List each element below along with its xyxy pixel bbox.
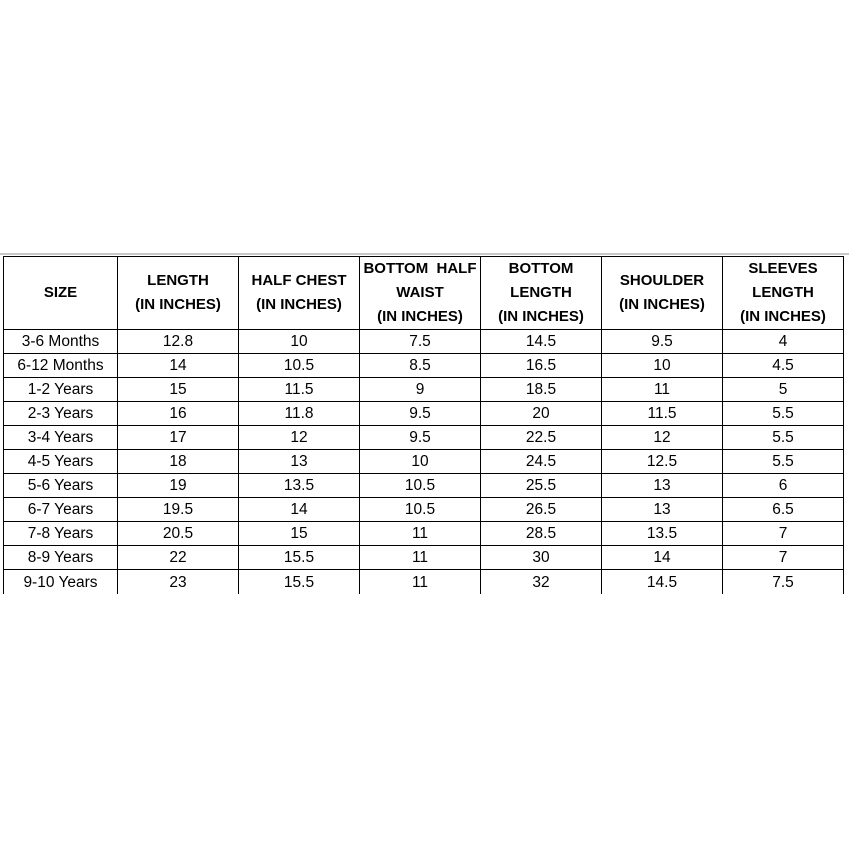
cell-half-chest: 13 bbox=[239, 450, 360, 474]
cell-half-chest: 15.5 bbox=[239, 570, 360, 595]
cell-bottom-length: 30 bbox=[481, 546, 602, 570]
cell-bottom-length: 26.5 bbox=[481, 498, 602, 522]
cell-bottom-half-waist: 11 bbox=[360, 570, 481, 595]
header-sleeves-length-line-2: LENGTH bbox=[752, 284, 814, 301]
cell-bottom-length: 28.5 bbox=[481, 522, 602, 546]
cell-sleeves-length: 6.5 bbox=[723, 498, 844, 522]
header-half-chest-line-2: (IN INCHES) bbox=[256, 296, 342, 313]
table-row bbox=[4, 522, 844, 546]
table-row bbox=[4, 378, 844, 402]
header-bottom-half-waist-line-2: WAIST bbox=[396, 284, 444, 301]
cell-half-chest: 15.5 bbox=[239, 546, 360, 570]
size-chart-table bbox=[3, 256, 844, 594]
table-row bbox=[4, 450, 844, 474]
top-divider bbox=[0, 253, 849, 255]
header-bottom-length-line-3: (IN INCHES) bbox=[498, 308, 584, 325]
cell-shoulder: 14 bbox=[602, 546, 723, 570]
header-shoulder-line-1: SHOULDER bbox=[619, 272, 705, 289]
cell-sleeves-length: 6 bbox=[723, 474, 844, 498]
cell-length: 16 bbox=[118, 402, 239, 426]
cell-bottom-length: 16.5 bbox=[481, 354, 602, 378]
cell-half-chest: 11.5 bbox=[239, 378, 360, 402]
cell-bottom-half-waist: 11 bbox=[360, 522, 481, 546]
header-half-chest-line-1: HALF CHEST bbox=[251, 272, 347, 289]
header-bottom-half-waist-line-3: (IN INCHES) bbox=[377, 308, 463, 325]
cell-length: 23 bbox=[118, 570, 239, 595]
cell-sleeves-length: 7 bbox=[723, 546, 844, 570]
cell-bottom-length: 25.5 bbox=[481, 474, 602, 498]
cell-length: 14 bbox=[118, 354, 239, 378]
table-row bbox=[4, 474, 844, 498]
table-row bbox=[4, 570, 844, 595]
cell-size: 3-4 Years bbox=[4, 426, 118, 450]
cell-bottom-half-waist: 11 bbox=[360, 546, 481, 570]
cell-size: 3-6 Months bbox=[4, 330, 118, 354]
cell-half-chest: 15 bbox=[239, 522, 360, 546]
header-bottom-length-line-2: LENGTH bbox=[510, 284, 572, 301]
cell-size: 4-5 Years bbox=[4, 450, 118, 474]
cell-bottom-half-waist: 10 bbox=[360, 450, 481, 474]
cell-bottom-half-waist: 9.5 bbox=[360, 402, 481, 426]
header-row bbox=[4, 257, 844, 330]
cell-bottom-half-waist: 10.5 bbox=[360, 474, 481, 498]
cell-half-chest: 10.5 bbox=[239, 354, 360, 378]
cell-shoulder: 11 bbox=[602, 378, 723, 402]
cell-shoulder: 13 bbox=[602, 498, 723, 522]
header-size bbox=[4, 257, 118, 330]
table-row bbox=[4, 426, 844, 450]
cell-sleeves-length: 4 bbox=[723, 330, 844, 354]
table-row bbox=[4, 498, 844, 522]
cell-bottom-half-waist: 7.5 bbox=[360, 330, 481, 354]
header-shoulder bbox=[602, 257, 723, 330]
cell-shoulder: 11.5 bbox=[602, 402, 723, 426]
header-sleeves-length bbox=[723, 257, 844, 330]
cell-bottom-length: 14.5 bbox=[481, 330, 602, 354]
header-sleeves-length-line-3: (IN INCHES) bbox=[740, 308, 826, 325]
header-length-line-2: (IN INCHES) bbox=[135, 296, 221, 313]
cell-half-chest: 14 bbox=[239, 498, 360, 522]
cell-sleeves-length: 5 bbox=[723, 378, 844, 402]
cell-bottom-half-waist: 8.5 bbox=[360, 354, 481, 378]
cell-length: 19.5 bbox=[118, 498, 239, 522]
table-row bbox=[4, 546, 844, 570]
cell-bottom-half-waist: 10.5 bbox=[360, 498, 481, 522]
cell-length: 12.8 bbox=[118, 330, 239, 354]
cell-bottom-length: 20 bbox=[481, 402, 602, 426]
cell-bottom-length: 24.5 bbox=[481, 450, 602, 474]
cell-shoulder: 13 bbox=[602, 474, 723, 498]
cell-sleeves-length: 7 bbox=[723, 522, 844, 546]
header-length-line-1: LENGTH bbox=[147, 272, 209, 289]
cell-size: 5-6 Years bbox=[4, 474, 118, 498]
cell-size: 7-8 Years bbox=[4, 522, 118, 546]
cell-shoulder: 14.5 bbox=[602, 570, 723, 595]
header-half-chest bbox=[239, 257, 360, 330]
cell-size: 9-10 Years bbox=[4, 570, 118, 595]
header-bottom-half-waist-line-1: BOTTOM HALF bbox=[363, 260, 477, 277]
cell-length: 15 bbox=[118, 378, 239, 402]
cell-half-chest: 13.5 bbox=[239, 474, 360, 498]
cell-bottom-length: 22.5 bbox=[481, 426, 602, 450]
table-row bbox=[4, 354, 844, 378]
cell-sleeves-length: 7.5 bbox=[723, 570, 844, 595]
cell-size: 1-2 Years bbox=[4, 378, 118, 402]
cell-sleeves-length: 5.5 bbox=[723, 450, 844, 474]
cell-size: 8-9 Years bbox=[4, 546, 118, 570]
cell-length: 20.5 bbox=[118, 522, 239, 546]
cell-shoulder: 9.5 bbox=[602, 330, 723, 354]
header-length bbox=[118, 257, 239, 330]
table-row bbox=[4, 330, 844, 354]
cell-bottom-length: 32 bbox=[481, 570, 602, 595]
header-bottom-length bbox=[481, 257, 602, 330]
cell-half-chest: 11.8 bbox=[239, 402, 360, 426]
cell-length: 19 bbox=[118, 474, 239, 498]
cell-length: 18 bbox=[118, 450, 239, 474]
cell-size: 6-12 Months bbox=[4, 354, 118, 378]
header-sleeves-length-line-1: SLEEVES bbox=[748, 260, 818, 277]
cell-shoulder: 10 bbox=[602, 354, 723, 378]
cell-bottom-length: 18.5 bbox=[481, 378, 602, 402]
header-size-line: SIZE bbox=[43, 284, 78, 301]
cell-bottom-half-waist: 9.5 bbox=[360, 426, 481, 450]
cell-sleeves-length: 5.5 bbox=[723, 426, 844, 450]
cell-length: 17 bbox=[118, 426, 239, 450]
cell-bottom-half-waist: 9 bbox=[360, 378, 481, 402]
cell-shoulder: 12.5 bbox=[602, 450, 723, 474]
header-bottom-half-waist bbox=[360, 257, 481, 330]
header-bottom-length-line-1: BOTTOM bbox=[508, 260, 574, 277]
cell-size: 6-7 Years bbox=[4, 498, 118, 522]
cell-shoulder: 13.5 bbox=[602, 522, 723, 546]
header-shoulder-line-2: (IN INCHES) bbox=[619, 296, 705, 313]
cell-half-chest: 12 bbox=[239, 426, 360, 450]
cell-sleeves-length: 5.5 bbox=[723, 402, 844, 426]
table-row bbox=[4, 402, 844, 426]
cell-sleeves-length: 4.5 bbox=[723, 354, 844, 378]
cell-length: 22 bbox=[118, 546, 239, 570]
cell-half-chest: 10 bbox=[239, 330, 360, 354]
cell-shoulder: 12 bbox=[602, 426, 723, 450]
cell-size: 2-3 Years bbox=[4, 402, 118, 426]
